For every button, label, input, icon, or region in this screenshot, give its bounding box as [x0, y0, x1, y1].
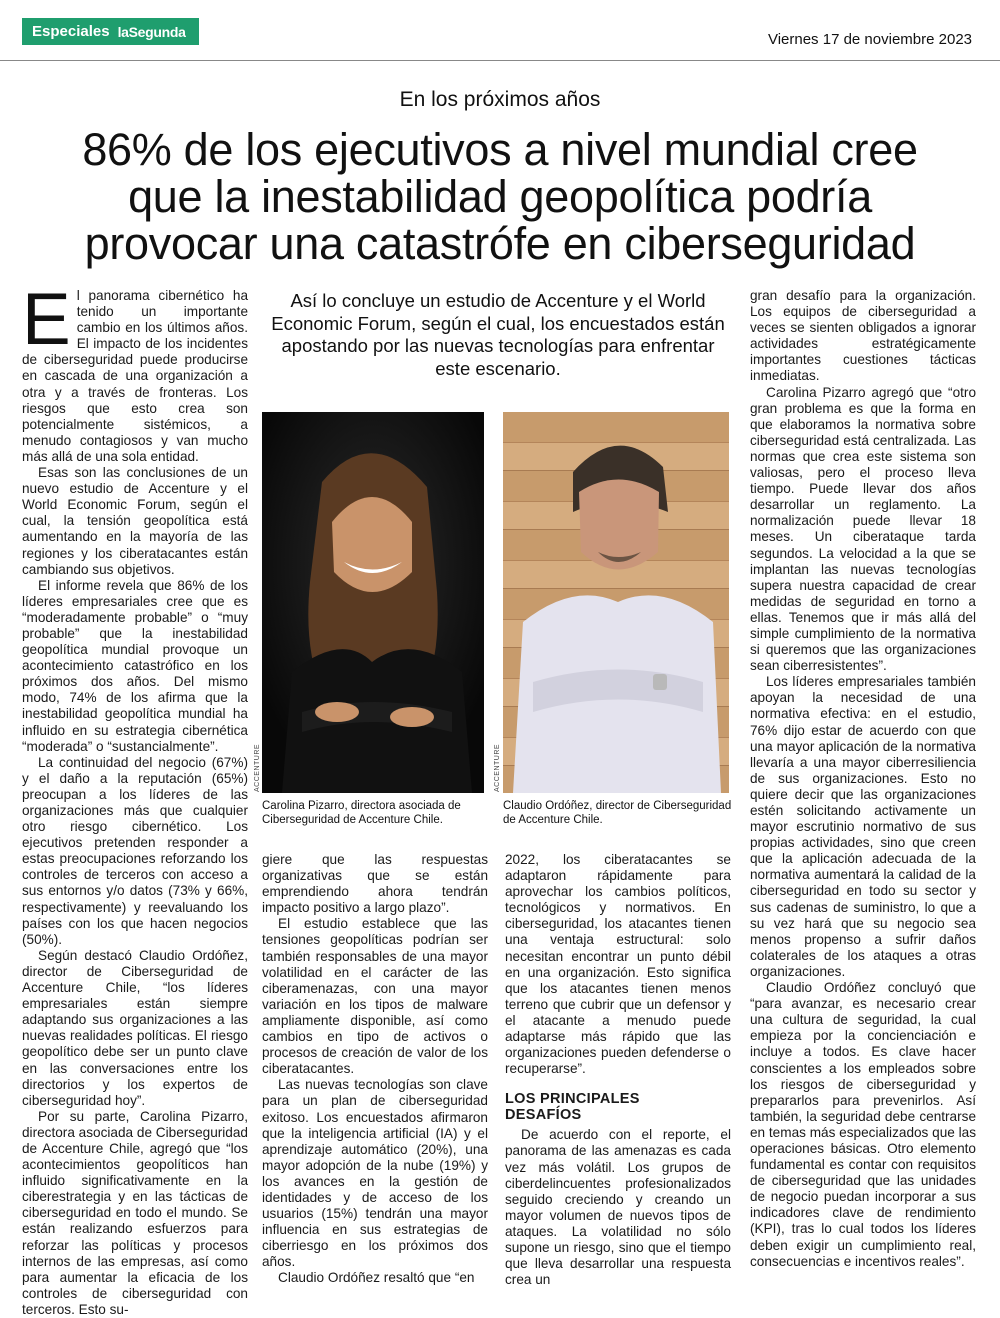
paragraph: Según destacó Claudio Ordóñez, director de Ciberseguridad de Accenture Chile, “los líderes empresariales están siempre adaptando sus organizaciones a las nuevas realidades políticas. El riesgo geopolítico debe ser un punto clave en las conversaciones entre los directorios y los expertos de ciberseguridad hoy”.: [22, 947, 248, 1108]
headline-line: 86% de los ejecutivos a nivel mundial cree: [82, 124, 918, 175]
paragraph: De acuerdo con el reporte, el panorama de las amenazas es cada vez más volátil. Los grupos de ciberdelincuentes profesionalizados seguido creciendo y creando un mayor volumen de nuevos tipos de ataques. La volatilidad no sólo supone un riesgo, sino que el tiempo que lleva desarrollar una respuesta crea un: [505, 1127, 731, 1288]
deck-summary: Así lo concluye un estudio de Accenture y el World Economic Forum, según el cual, los encuestados están apostando por las nuevas tecnologías para enfrentar este escenario.: [271, 290, 725, 379]
photo-caption: Carolina Pizarro, directora asociada de Ciberseguridad de Accenture Chile.: [262, 800, 461, 826]
headline-line: provocar una catastrófe en ciberseguridad: [84, 218, 916, 269]
section-label: Especiales: [32, 23, 110, 40]
kicker: En los próximos años: [399, 88, 601, 111]
paragraph: El estudio establece que las tensiones geopolíticas podrían ser también responsables de una mayor volatilidad en el carácter de las ciberamenazas, con una mayor variación en los tipos de malware ampliamente disponible, así como cambios en tipo de activos o procesos de creación de valor de los ciberatacantes.: [262, 916, 488, 1077]
section-subhead: LOS PRINCIPALES DESAFÍOS: [505, 1091, 640, 1124]
paragraph: giere que las respuestas organizativas que se están emprendiendo ahora tendrán impacto positivo a largo plazo”.: [262, 852, 488, 916]
header-divider: [0, 60, 1000, 61]
photo-carolina-pizarro: [262, 412, 484, 793]
section-tag: [22, 18, 199, 45]
photo-credit: ACCENTURE: [254, 743, 261, 792]
article-column-2: [262, 852, 488, 1287]
brand-logo: laSegunda: [117, 23, 186, 40]
paragraph: Las nuevas tecnologías son clave para un plan de ciberseguridad exitoso. Los encuestados afirmaron que la inteligencia artificial (IA) y el aprendizaje automático (20%), una mayor adopción de la nube (19%) y los avances en la gestión de identidades y de acceso de los usuarios (15%) tendrán una mayor influencia en sus estrategias de ciberriesgo en los próximos dos años.: [262, 1077, 488, 1270]
paragraph: gran desafío para la organización. Los equipos de ciberseguridad a veces se sienten obligados a ignorar actividades estratégicamente importantes cuestiones tácticas inmediatas.: [750, 288, 976, 384]
article-column-1: [22, 279, 248, 1318]
photo-caption: Claudio Ordóñez, director de Ciberseguridad de Accenture Chile.: [503, 800, 732, 826]
article-column-4: [750, 288, 976, 1270]
paragraph: El panorama cibernético ha tenido un importante cambio en los últimos años. El impacto de los incidentes de ciberseguridad puede producirse en cascada de una organización a otra y a través de fronteras. Los riesgos que esto crea son potencialmente sistémicos, a menudo contagiosos y van mucho más allá de una sola entidad.: [22, 279, 248, 464]
drop-cap: E: [22, 279, 71, 360]
portrait-man: [503, 412, 729, 793]
headline: [20, 126, 980, 267]
photo-claudio-ordonez: [503, 412, 729, 793]
paragraph: La continuidad del negocio (67%) y el daño a la reputación (65%) preocupan a los líderes de las organizaciones más que cualquier otro riesgo cibernético. Los ejecutivos pretenden responder a estas preocupaciones reforzando los controles de terceros con acceso a sus entornos y/o datos (73% y 66%, respectivamente) y reevaluando los países con los que hacen negocios (50%).: [22, 754, 248, 947]
paragraph: Carolina Pizarro agregó que “otro gran problema es que la forma en que elaboramos la normativa sobre ciberseguridad está centralizada. Las normas que crea este sistema son valiosas, pero el proceso lleva tiempo. Puede llevar dos años desarrollar un reglamento. La normalización puede llevar 18 meses. Un ciberataque tarda segundos. La velocidad a la que se implantan las nuevas tecnologías supera nuestra capacidad de crear medidas de seguridad en torno a ellas. Tenemos que ir más allá del simple cumplimiento de la normativa si queremos que las organizaciones sean ciberresistentes”.: [750, 384, 976, 674]
paragraph: Claudio Ordóñez concluyó que “para avanzar, es necesario crear una cultura de seguridad, la cual empieza por la concienciación e incluye a todos. Es clave hacer conscientes a los empleados sobre los riesgos de ciberseguridad y prepararlos para prevenirlos. Así también, la seguridad debe centrarse en temas más especializados que las operaciones básicas. Otro elemento fundamental es contar con requisitos de ciberseguridad que las unidades de negocio puedan incorporar a sus indicadores clave de rendimiento (KPI), tras lo cual todos los líderes deben exigir un cumplimiento real, consecuencias e incentivos reales”.: [750, 980, 976, 1269]
portrait-woman: [262, 412, 484, 793]
paragraph: Los líderes empresariales también apoyan la necesidad de una normativa efectiva: en el estudio, 76% dijo estar de acuerdo con que una mayor aplicación de la normativa llevaría a una mayor ciberresiliencia de sus organizaciones. Esto no quiere decir que las organizaciones estén solicitando activamente un mayor escrutinio normativo de sus propias actividades, sino que creen que la aplicación adecuada de la normativa aumentará la calidad de la ciberseguridad en todo su sector y sus cadenas de suministro, lo que a su vez hará que su negocio sea menos propenso a sufrir daños colaterales de los ataques a otras organizaciones.: [750, 674, 976, 979]
paragraph: 2022, los ciberatacantes se adaptaron rápidamente para aprovechar los cambios políticos, tecnológicos y normativos. En ciberseguridad, los atacantes tienen una ventaja estructural: solo necesitan encontrar un punto débil en una organización. Esto significa que los atacantes tienen menos terreno que cubrir que un defensor y el atacante a menudo puede adaptarse más rápido que las organizaciones pueden defenderse o recuperarse”.: [505, 852, 731, 1077]
paragraph: Esas son las conclusiones de un nuevo estudio de Accenture y el World Economic Forum, según el cual, la tensión geopolítica está aumentando en la mayoría de las regiones y los ciberatacantes están cambiando sus objetivos.: [22, 465, 248, 577]
paragraph: Claudio Ordóñez resaltó que “en: [278, 1270, 475, 1286]
photo-credit: ACCENTURE: [494, 743, 501, 792]
paragraph: Por su parte, Carolina Pizarro, directora asociada de Ciberseguridad de Accenture Chile, agregó que “los acontecimientos geopolíticos han influido significativamente en la ciberestrategia y en las tácticas de ciberseguridad en todo el mundo. Se están realizando esfuerzos para reforzar las políticas y procesos internos de las empresas, así como para aumentar la eficacia de los controles de ciberseguridad con terceros. Esto su-: [22, 1108, 248, 1317]
paragraph: El informe revela que 86% de los líderes empresariales cree que es “moderadamente probable” o “muy probable” que la inestabilidad geopolítica mundial provoque un acontecimiento catastrófico en los próximos dos años. Del mismo modo, 74% de los afirma que la inestabilidad geopolítica mundial ha influido en su estrategia cibernética “moderada” o “sustancialmente”.: [22, 577, 248, 754]
article-column-3: [505, 852, 731, 1288]
headline-line: que la inestabilidad geopolítica podría: [128, 171, 872, 222]
issue-date: Viernes 17 de noviembre 2023: [767, 31, 972, 48]
